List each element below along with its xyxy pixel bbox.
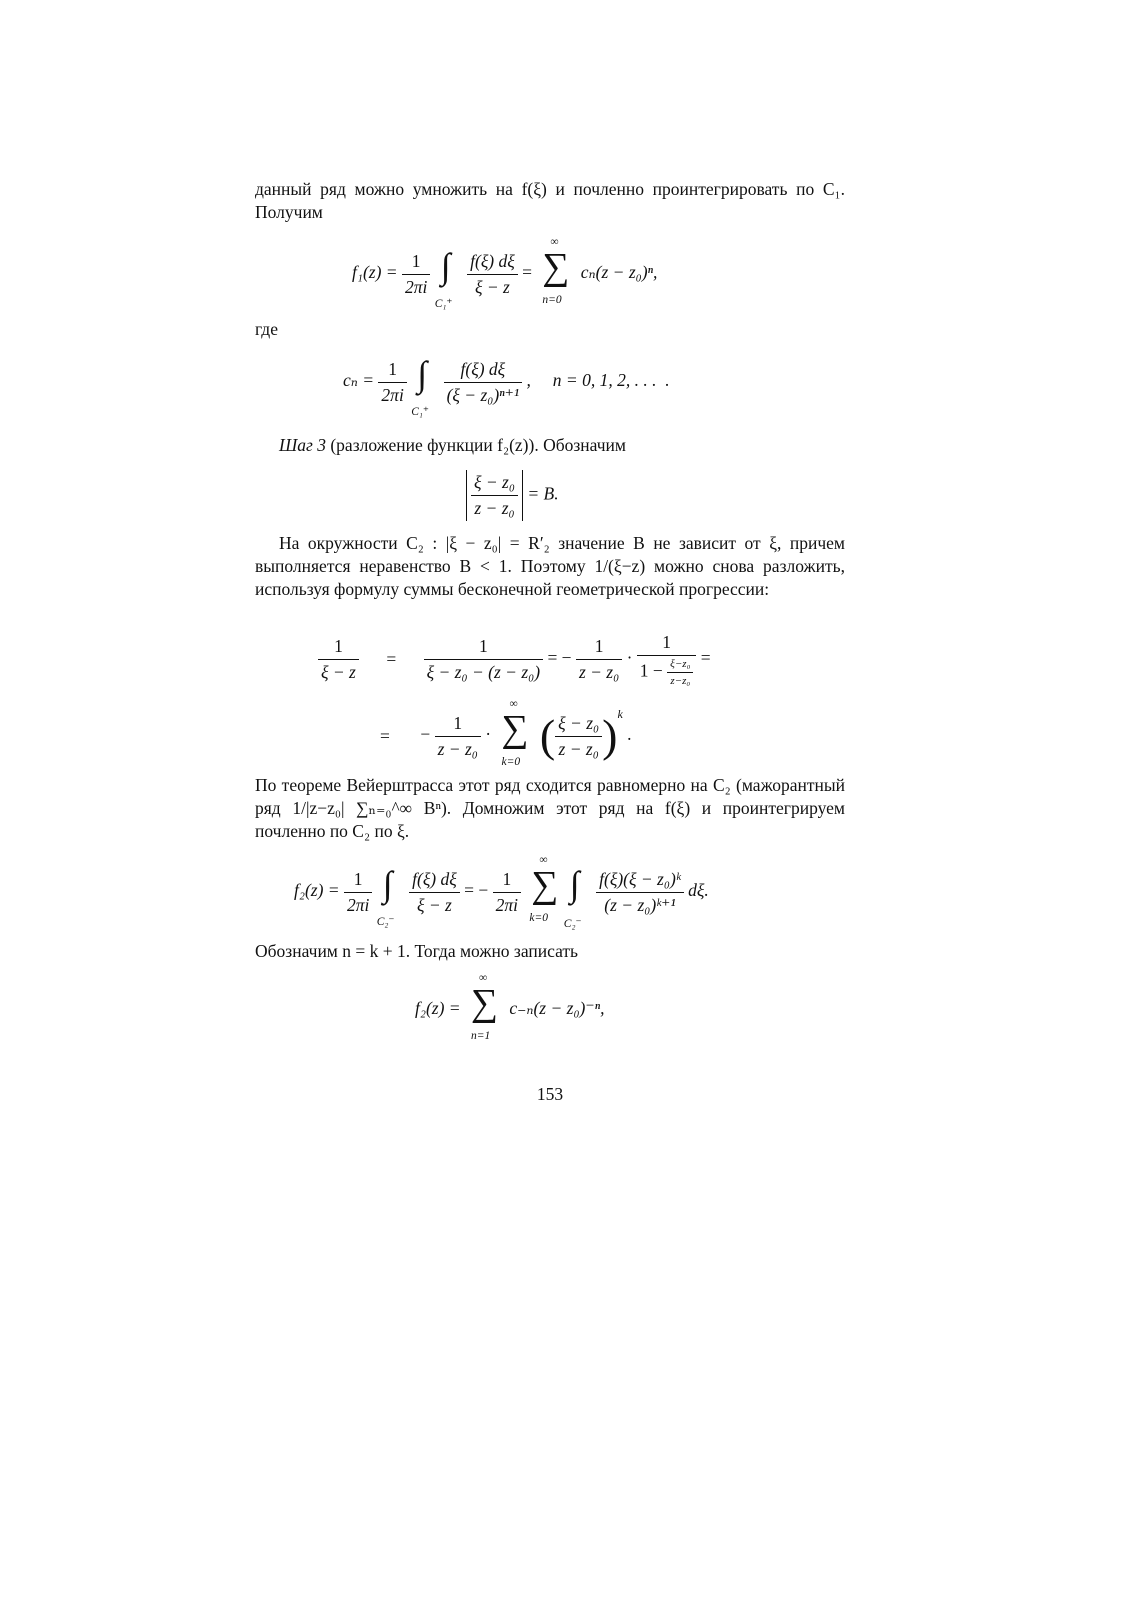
step-3-line — [255, 434, 845, 457]
eq6-frac-den: 2πi — [346, 894, 370, 915]
eq4-f3-inner — [667, 658, 693, 687]
eq6-frac — [344, 869, 372, 916]
paragraph-4 — [255, 940, 845, 963]
eq5-tail: . — [627, 724, 632, 745]
eq5-frac — [435, 713, 481, 760]
integral-sign: ∫ — [382, 864, 393, 904]
paragraph-2 — [255, 532, 845, 601]
eq4-lhs-frac — [318, 636, 359, 683]
eq2-integrand — [444, 359, 523, 406]
eq6-integral-2 — [563, 862, 592, 930]
eq1-sum-bottom: n=0 — [542, 294, 562, 306]
eq4-tail: = — [700, 647, 711, 668]
eq2-integral-sub: C₁⁺ — [411, 406, 429, 418]
eq5-sum-top: ∞ — [509, 698, 518, 710]
eq6-integrand-num: f(ξ) dξ — [409, 869, 460, 893]
eq5-power: k — [617, 707, 623, 722]
eq5-p-den: z − z₀ — [558, 738, 599, 759]
eq4-eq: = — [386, 649, 397, 669]
eq4-f3-num: 1 — [637, 632, 697, 656]
step-3-label: Шаг 3 — [279, 435, 326, 455]
eq6-sum-top: ∞ — [539, 854, 548, 866]
sum-sign: ∑ — [470, 982, 499, 1024]
integral-sign: ∫ — [569, 864, 580, 904]
eq4-f3-inner-den: z−z₀ — [670, 675, 691, 687]
eq7-sum-top: ∞ — [478, 972, 488, 984]
eq5-p-num: ξ − z₀ — [555, 713, 602, 737]
eq4-f2-den: z − z₀ — [578, 662, 620, 682]
eq4-frac2 — [576, 636, 622, 683]
eq6-frac2-num: 1 — [493, 869, 521, 893]
eq5-sum-bottom: k=0 — [501, 756, 521, 768]
eq6-integral — [376, 862, 405, 928]
eq2-frac — [378, 359, 406, 406]
eq7-sum — [465, 974, 505, 1046]
eq1-eq: = — [522, 262, 533, 283]
equation-f2-series — [415, 974, 605, 1046]
equation-f1 — [352, 238, 657, 310]
eq4-f3-inner-num: ξ−z₀ — [667, 658, 693, 673]
eq5-dot: · — [485, 724, 492, 745]
eq6-integral2-sub: C₂⁻ — [563, 918, 582, 930]
eq1-sum — [536, 238, 576, 310]
right-paren: ) — [602, 710, 618, 761]
eq1-integrand — [467, 251, 518, 298]
eq1-lhs: f₁(z) = — [352, 262, 398, 283]
equation-geometric-2 — [380, 700, 632, 772]
eq6-integrand-2 — [596, 869, 684, 916]
eq6-integral-sub: C₂⁻ — [376, 916, 395, 928]
sum-sign: ∑ — [501, 708, 529, 750]
eq5-eq: = — [380, 725, 390, 746]
paragraph-3-text: По теореме Вейерштрасса этот ряд сходится равномерно на C₂ (мажорантный ряд 1/|z−z₀| ∑ₙ₌₀^∞ Bⁿ). Домножим этот ряд на f(ξ) и проинтегрируем почленно по C₂ по ξ. — [255, 775, 845, 841]
eq4-f3-den-a: 1 − — [639, 660, 663, 681]
integral-sign: ∫ — [440, 246, 451, 286]
eq7-sum-bottom: n=1 — [470, 1030, 491, 1042]
eq6-tail: dξ. — [688, 880, 709, 901]
equation-cn — [343, 352, 670, 418]
integral-sign: ∫ — [417, 354, 428, 394]
eq1-integrand-num: f(ξ) dξ — [467, 251, 518, 275]
left-paren: ( — [539, 710, 556, 761]
eq5-sum — [495, 700, 535, 772]
word-gde — [255, 318, 845, 341]
paragraph-2-text: На окружности C₂ : |ξ − z₀| = R′₂ значение B не зависит от ξ, причем выполняется неравенство B < 1. Поэтому 1/(ξ−z) можно снова разложить, используя формулу суммы бесконечной геометрической прогрессии: — [255, 533, 845, 599]
eq4-frac3 — [637, 632, 697, 687]
eq6-integrand-den: ξ − z — [417, 894, 452, 915]
eq1-frac-den: 2πi — [404, 276, 428, 297]
eq4-mid: = − — [547, 647, 572, 668]
eq6-frac2-den: 2πi — [495, 894, 519, 915]
eq7-lhs: f₂(z) = — [415, 998, 461, 1019]
equation-f2-integral — [294, 856, 709, 928]
eq5-f-num: 1 — [435, 713, 481, 737]
eq6-i2-den: (z − z₀)ᵏ⁺¹ — [604, 894, 676, 915]
step-3-text: (разложение функции f₂(z)). Обозначим — [325, 435, 626, 455]
eq4-lhs-den: ξ − z — [321, 662, 356, 682]
eq2-tail: , n = 0, 1, 2, . . . . — [526, 370, 670, 391]
eq1-frac — [402, 251, 430, 298]
page-number: 153 — [536, 1084, 564, 1104]
eq6-frac-num: 1 — [344, 869, 372, 893]
eq2-integral — [411, 352, 439, 418]
eq3-rhs: = B. — [527, 483, 559, 504]
eq4-lhs-num: 1 — [318, 636, 359, 660]
eq4-f1-den: ξ − z₀ − (z − z₀) — [426, 662, 541, 682]
eq2-integrand-num: f(ξ) dξ — [444, 359, 523, 383]
eq6-sum — [525, 856, 565, 928]
eq2-lhs: cₙ = — [343, 370, 375, 391]
eq4-frac1 — [424, 636, 543, 683]
paragraph-1-text: данный ряд можно умножить на f(ξ) и почленно проинтегрировать по C₁. Получим — [255, 179, 845, 222]
eq2-frac-num: 1 — [378, 359, 406, 383]
equation-geometric-1 — [318, 632, 711, 687]
eq4-f3-den — [637, 656, 697, 687]
eq1-integral — [434, 244, 463, 310]
eq5-f-den: z − z₀ — [437, 738, 478, 759]
eq4-dot: · — [626, 647, 633, 668]
eq5-paren-frac — [555, 713, 602, 760]
eq3-num: ξ − z₀ — [471, 472, 518, 496]
paragraph-1 — [255, 178, 845, 224]
paragraph-3 — [255, 774, 845, 843]
eq3-den: z − z₀ — [474, 498, 515, 518]
eq1-sum-top: ∞ — [550, 236, 559, 248]
sum-sign: ∑ — [542, 246, 570, 288]
eq1-integrand-den: ξ − z — [475, 276, 510, 297]
eq6-lhs: f₂(z) = — [294, 880, 340, 901]
eq6-i2-num: f(ξ)(ξ − z₀)ᵏ — [596, 869, 684, 893]
eq6-sum-bottom: k=0 — [529, 912, 549, 924]
paragraph-4-text: Обозначим n = k + 1. Тогда можно записать — [255, 941, 579, 961]
eq6-mid: = − — [464, 880, 489, 901]
eq1-rhs: cₙ(z − z₀)ⁿ, — [580, 262, 658, 283]
eq4-f2-num: 1 — [576, 636, 622, 660]
eq2-integrand-den: (ξ − z₀)ⁿ⁺¹ — [446, 384, 520, 405]
eq1-integral-sub: C₁⁺ — [434, 298, 453, 310]
eq4-f1-num: 1 — [424, 636, 543, 660]
eq7-rhs: c₋ₙ(z − z₀)⁻ⁿ, — [509, 998, 605, 1019]
eq2-frac-den: 2πi — [381, 384, 404, 405]
sum-sign: ∑ — [531, 864, 559, 906]
eq3-frac — [471, 472, 518, 519]
eq1-frac-num: 1 — [402, 251, 430, 275]
word-gde-text: где — [255, 319, 278, 339]
equation-B — [466, 470, 559, 521]
eq6-integrand — [409, 869, 460, 916]
eq6-frac2 — [493, 869, 521, 916]
eq3-abs — [466, 470, 523, 521]
eq5-minus: − — [420, 724, 431, 745]
